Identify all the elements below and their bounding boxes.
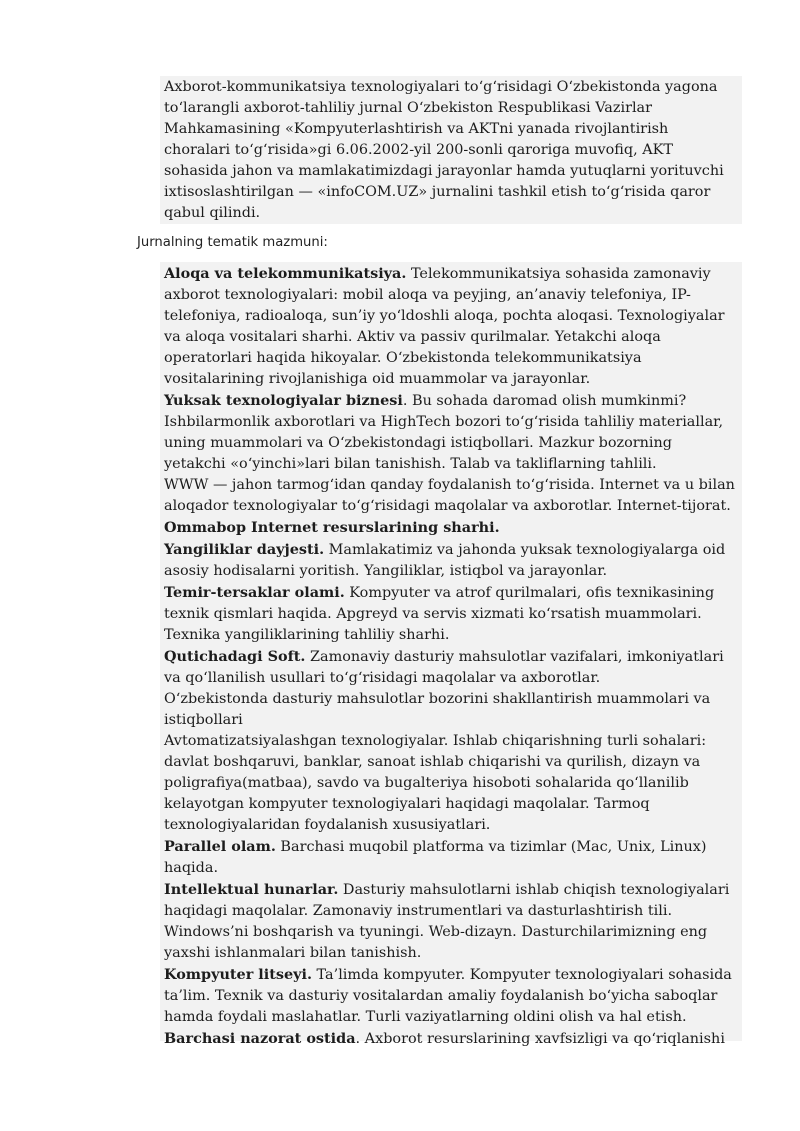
topic-text: Ta’limda kompyuter. Kompyuter texnologiyalari sohasida ta’lim. Texnik va dasturiy vositalardan amaliy foydalanish bo‘yicha saboqlar hamda foydali maslahatlar. Turli vaziyatlarning oldini olish va hal etish. — [164, 967, 732, 1025]
topics-block — [160, 262, 742, 1047]
topic-hardware — [164, 582, 738, 646]
topic-intellectual-crafts — [164, 879, 738, 964]
topic-title: Parallel olam. — [164, 838, 276, 855]
topic-title: Barchasi nazorat ostida — [164, 1030, 356, 1047]
topic-text: Zamonaviy dasturiy mahsulotlar vazifalari, imkoniyatlari va qo‘llanilish usullari to‘g‘risidagi maqolalar va axborotlar. — [164, 649, 724, 686]
topic-title: Qutichadagi Soft. — [164, 648, 306, 665]
topic-text: Telekommunikatsiya sohasida zamonaviy axborot texnologiyalari: mobil aloqa va peyjing, an’anaviy telefoniya, IP-telefoniya, radioaloqa, sun’iy yo‘ldoshli aloqa, pochta aloqasi. Texnologiyalar va aloqa vositalari sharhi. Aktiv va passiv qurilmalar. Yetakchi aloqa operatorlari haqida hikoyalar. O‘zbekistonda telekommunikatsiya vositalarining rivojlanishiga oid muammolar va jarayonlar. — [164, 266, 725, 387]
topic-text: Dasturiy mahsulotlarni ishlab chiqish texnologiyalari haqidagi maqolalar. Zamonaviy instrumentlari va dasturlashtirish tili. Windows’ni boshqarish va tyuningi. Web-dizayn. Dasturchilarimizning eng yaxshi ishlanmalari bilan tanishish. — [164, 882, 730, 961]
topic-telecom — [164, 263, 738, 390]
topic-title: Ommabop Internet resurslarining sharhi. — [164, 519, 500, 536]
section-label: Jurnalning tematik mazmuni: — [137, 235, 328, 250]
topic-under-control — [164, 1028, 738, 1050]
topic-title: Aloqa va telekommunikatsiya. — [164, 265, 407, 282]
topic-text: Mamlakatimiz va jahonda yuksak texnologiyalarga oid asosiy hodisalarni yoritish. Yangiliklar, istiqbol va jarayonlar. — [164, 542, 726, 579]
topic-title: Yuksak texnologiyalar biznesi — [164, 392, 403, 409]
intro-paragraph-block — [160, 76, 742, 224]
topic-parallel-world — [164, 836, 738, 879]
topic-news-digest — [164, 539, 738, 582]
topic-title: Kompyuter litseyi. — [164, 966, 312, 983]
topic-title: Temir-tersaklar olami. — [164, 584, 345, 601]
topic-text: Avtomatizatsiyalashgan texnologiyalar. Ishlab chiqarishning turli sohalari: davlat boshqaruvi, banklar, sanoat ishlab chiqarishi va qurilish, dizayn va poligrafiya(matbaa), savdo va bugalteriya hisoboti sohalarida qo‘llanilib kelayotgan kompyuter texnologiyalari haqidagi maqolalar. Tarmoq texnologiyalaridan foydalanish xususiyatlari. — [164, 733, 707, 833]
topic-boxed-soft — [164, 646, 738, 689]
topic-text: . Axborot resurslarining xavfsizligi va qo‘riqlanishi — [355, 1031, 725, 1047]
topic-text: . Bu sohada daromad olish mumkinmi? Ishbilarmonlik axborotlari va HighTech bozori to‘g‘risida tahliliy materiallar, uning muammolari va O‘zbekistondagi istiqbollari. Mazkur bozorning yetakchi «o‘yinchi»lari bilan tanishish. Talab va takliflarning tahlili. — [164, 393, 724, 472]
intro-paragraph: Axborot-kommunikatsiya texnologiyalari to‘g‘risidagi O‘zbekistonda yagona to‘larangli axborot-tahliliy jurnal O‘zbekiston Respublikasi Vazirlar Mahkamasining «Kompyuterlashtirish va AKTni yanada rivojlantirish choralari to‘g‘risida»gi 6.06.2002-yil 200-sonli qaroriga muvofiq, AKT sohasida jahon va mamlakatimizdagi jarayonlar hamda yutuqlarni yorituvchi ixtisoslashtirilgan — «infoCOM.UZ» jurnalini tashkil etish to‘g‘risida qaror qabul qilindi. — [164, 79, 724, 221]
topic-www — [164, 475, 738, 539]
topic-text: O‘zbekistonda dasturiy mahsulotlar bozorini shakllantirish muammolari va istiqbollari — [164, 691, 711, 728]
topic-text: Kompyuter va atrof qurilmalari, ofis texnikasining texnik qismlari haqida. Apgreyd va servis xizmati ko‘rsatish muammolari. Texnika yangiliklarining tahliliy sharhi. — [164, 585, 715, 643]
topic-text: WWW — jahon tarmog‘idan qanday foydalanish to‘g‘risida. Internet va u bilan aloqador texnologiyalar to‘g‘risidagi maqolalar va axborotlar. Internet-tijorat. — [164, 477, 735, 514]
topic-software-market — [164, 689, 738, 731]
topic-automation — [164, 731, 738, 836]
topic-title: Intellektual hunarlar. — [164, 881, 339, 898]
topic-title: Yangiliklar dayjesti. — [164, 541, 325, 558]
topic-text: Barchasi muqobil platforma va tizimlar (Mac, Unix, Linux) haqida. — [164, 839, 707, 876]
topic-hightech-business — [164, 390, 738, 475]
topic-computer-lyceum — [164, 964, 738, 1028]
